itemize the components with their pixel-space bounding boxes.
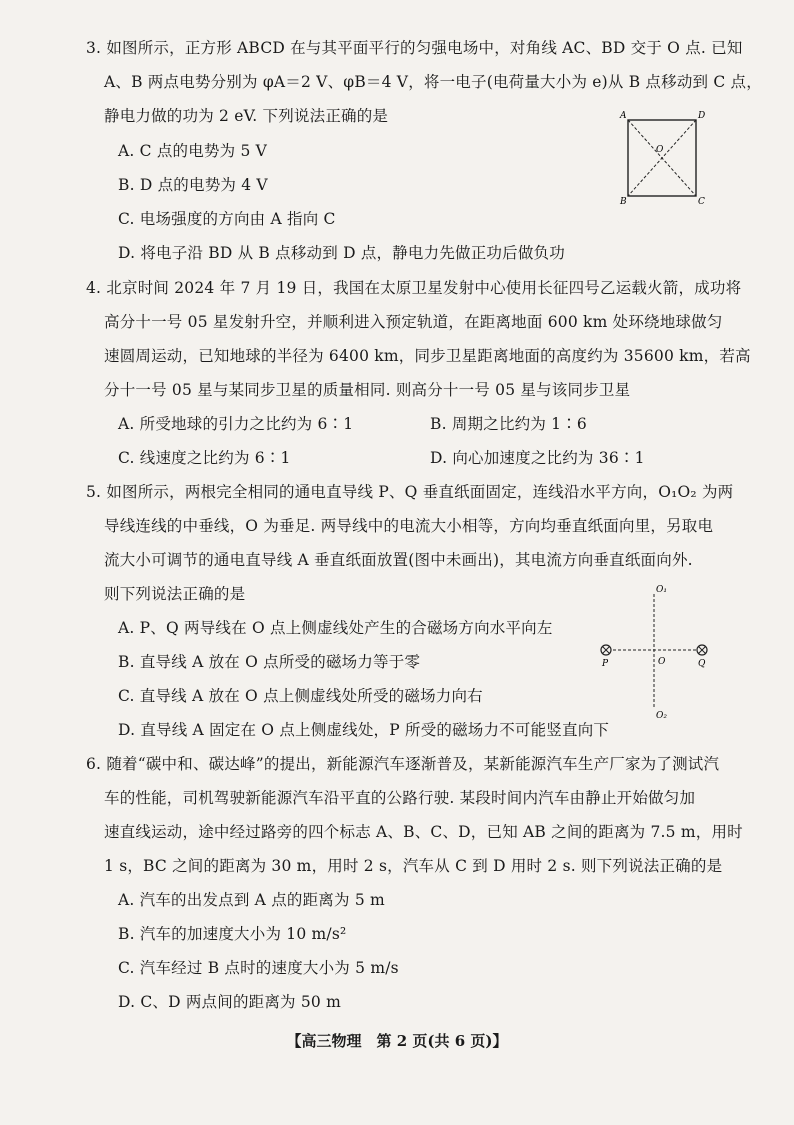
q4-option-c: C. 线速度之比约为 6∶1 [118,449,291,467]
label-p: P [602,659,609,669]
wires-pq-figure [594,582,714,726]
label-a: A [620,111,627,121]
page-footer: 【高三物理 第 2 页(共 6 页)】 [286,1032,508,1050]
label-q: Q [698,659,706,669]
q5-option-a: A. P、Q 两导线在 O 点上侧虚线处产生的合磁场方向水平向左 [118,619,553,637]
q6-line-2: 车的性能，司机驾驶新能源汽车沿平直的公路行驶. 某段时间内汽车由静止开始做匀加 [104,789,696,807]
q6-option-a: A. 汽车的出发点到 A 点的距离为 5 m [118,891,385,909]
label-o2: O₂ [656,711,667,721]
q4-line-4: 分十一号 05 星与某同步卫星的质量相同. 则高分十一号 05 星与该同步卫星 [104,381,631,399]
label-d: D [698,111,706,121]
q4-line-3: 速圆周运动，已知地球的半径为 6400 km，同步卫星距离地面的高度约为 35600 km，若高 [104,347,751,365]
label-c: C [698,197,705,204]
square-abcd-figure [616,108,706,208]
q5-option-c: C. 直导线 A 放在 O 点上侧虚线处所受的磁场力向右 [118,687,483,705]
label-o: O [658,657,666,667]
label-o: O [656,145,664,155]
q6-option-b: B. 汽车的加速度大小为 10 m/s² [118,925,347,943]
q6-option-d: D. C、D 两点间的距离为 50 m [118,993,342,1011]
q6-line-4: 1 s，BC 之间的距离为 30 m，用时 2 s，汽车从 C 到 D 用时 2 s. 则下列说法正确的是 [104,857,723,875]
q6-option-c: C. 汽车经过 B 点时的速度大小为 5 m/s [118,959,399,977]
label-b: B [620,197,627,204]
q5-line-1: 5. 如图所示，两根完全相同的通电直导线 P、Q 垂直纸面固定，连线沿水平方向，O₁O₂ 为两 [86,483,734,501]
q3-option-d: D. 将电子沿 BD 从 B 点移动到 D 点，静电力先做正功后做负功 [118,244,565,262]
q6-line-1: 6. 随着“碳中和、碳达峰”的提出，新能源汽车逐渐普及，某新能源汽车生产厂家为了测试汽 [86,755,720,773]
q4-option-b: B. 周期之比约为 1∶6 [430,415,587,433]
q4-line-2: 高分十一号 05 星发射升空，并顺利进入预定轨道，在距离地面 600 km 处环绕地球做匀 [104,313,723,331]
q5-line-3: 流大小可调节的通电直导线 A 垂直纸面放置(图中未画出)，其电流方向垂直纸面向外. [104,551,693,569]
q3-line-1: 3. 如图所示，正方形 ABCD 在与其平面平行的匀强电场中，对角线 AC、BD 交于 O 点. 已知 [86,39,743,57]
q5-line-4: 则下列说法正确的是 [104,585,246,603]
q3-option-a: A. C 点的电势为 5 V [118,142,268,160]
q5-option-b: B. 直导线 A 放在 O 点所受的磁场力等于零 [118,653,421,671]
q4-option-d: D. 向心加速度之比约为 36∶1 [430,449,645,467]
q4-line-1: 4. 北京时间 2024 年 7 月 19 日，我国在太原卫星发射中心使用长征四号乙运载火箭，成功将 [86,279,742,297]
q5-line-2: 导线连线的中垂线，O 为垂足. 两导线中的电流大小相等，方向均垂直纸面向里，另取电 [104,517,714,535]
label-o1: O₁ [656,585,667,595]
q6-line-3: 速直线运动，途中经过路旁的四个标志 A、B、C、D，已知 AB 之间的距离为 7.5 m，用时 [104,823,743,841]
q3-line-3: 静电力做的功为 2 eV. 下列说法正确的是 [104,107,389,125]
q3-line-2: A、B 两点电势分别为 φA＝2 V、φB＝4 V，将一电子(电荷量大小为 e)从 B 点移动到 C 点， [104,73,762,91]
q5-option-d: D. 直导线 A 固定在 O 点上侧虚线处，P 所受的磁场力不可能竖直向下 [118,721,610,739]
q3-option-b: B. D 点的电势为 4 V [118,176,268,194]
q3-option-c: C. 电场强度的方向由 A 指向 C [118,210,336,228]
q4-option-a: A. 所受地球的引力之比约为 6∶1 [118,415,354,433]
